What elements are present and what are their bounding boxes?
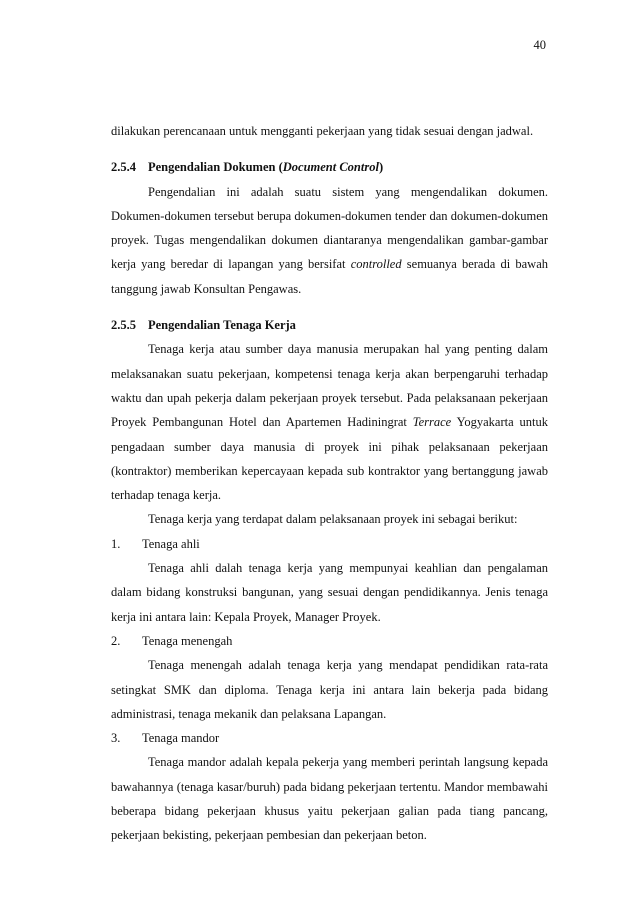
list-item-tenaga-menengah bbox=[111, 629, 548, 653]
section-title: Pengendalian Tenaga Kerja bbox=[148, 318, 296, 333]
section-2-5-5-paragraph-2: Tenaga kerja yang terdapat dalam pelaksanaan proyek ini sebagai berikut: bbox=[148, 512, 518, 527]
list-item-description: Tenaga menengah adalah tenaga kerja yang mendapat pendidikan rata-rata setingkat SMK dan diploma. Tenaga kerja ini antara lain bekerja pada bidang administrasi, tenaga mekanik dan pelaksana Lapangan. bbox=[111, 658, 548, 721]
list-item-title: Tenaga ahli bbox=[142, 536, 200, 551]
list-item-tenaga-ahli bbox=[111, 532, 548, 556]
list-item-title: Tenaga mandor bbox=[142, 731, 220, 746]
section-number: 2.5.5 bbox=[111, 318, 136, 333]
paragraph-italic-term: controlled bbox=[350, 257, 402, 272]
page-content bbox=[111, 119, 548, 848]
section-number: 2.5.4 bbox=[111, 160, 136, 175]
list-item-title: Tenaga menengah bbox=[142, 633, 233, 648]
section-title-italic: Document Control bbox=[282, 160, 379, 175]
section-2-5-4-paragraph bbox=[111, 180, 548, 301]
list-item-number: 3. bbox=[111, 731, 121, 746]
section-title-end: ) bbox=[378, 160, 384, 175]
paragraph-text: semuanya berada di bawah tanggung jawab Konsultan Pengawas. bbox=[111, 257, 548, 296]
section-title-start: Pengendalian Dokumen ( bbox=[148, 160, 283, 175]
list-item-description: Tenaga mandor adalah kepala pekerja yang memberi perintah langsung kepada bawahannya (tenaga kasar/buruh) pada bidang pekerjaan tertentu. Mandor membawahi beberapa bidang pekerjaan khusus yaitu pekerjaan galian pada tiang pancang, pekerjaan bekisting, pekerjaan pembesian dan pekerjaan beton. bbox=[111, 755, 548, 843]
paragraph-text: Pengendalian ini adalah suatu sistem yang mengendalikan dokumen. Dokumen-dokumen tersebut berupa dokumen-dokumen tender dan dokumen-dokumen proyek. Tugas mengendalikan dokumen diantaranya mengendalikan gambar-gambar kerja yang beredar di lapangan yang bersifat bbox=[111, 184, 548, 272]
list-item-tenaga-mandor bbox=[111, 726, 548, 750]
section-2-5-4-heading bbox=[111, 155, 548, 179]
paragraph-italic-term: Terrace bbox=[412, 415, 452, 430]
page-number: 40 bbox=[533, 38, 546, 52]
section-2-5-5-heading bbox=[111, 313, 548, 337]
intro-paragraph: dilakukan perencanaan untuk mengganti pekerjaan yang tidak sesuai dengan jadwal. bbox=[111, 124, 534, 138]
paragraph-text: Yogyakarta untuk pengadaan sumber daya manusia di proyek ini pihak pelaksanaan pekerjaan (kontraktor) memberikan kepercayaan kepada sub kontraktor yang bertanggung jawab terhadap tenaga kerja. bbox=[111, 415, 548, 503]
list-item-number: 2. bbox=[111, 633, 121, 648]
list-item-description: Tenaga ahli dalah tenaga kerja yang mempunyai keahlian dan pengalaman dalam bidang konstruksi bangunan, yang sesuai dengan pendidikannya. Jenis tenaga kerja ini antara lain: Kepala Proyek, Manager Proyek. bbox=[111, 561, 548, 624]
section-2-5-5-paragraph-1 bbox=[111, 337, 548, 507]
paragraph-text: Tenaga kerja atau sumber daya manusia merupakan hal yang penting dalam melaksanakan suatu pekerjaan, kompetensi tenaga kerja akan berpengaruhi terhadap waktu dan upah pekerja dalam pekerjaan proyek tersebut. Pada pelaksanaan pekerjaan Proyek Pembangunan Hotel dan Apartemen Hadiningrat bbox=[111, 342, 548, 430]
list-item-number: 1. bbox=[111, 536, 121, 551]
